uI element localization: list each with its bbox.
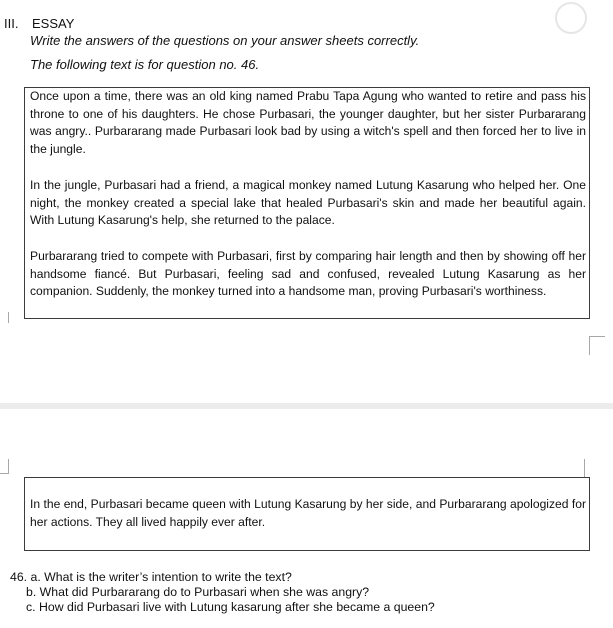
- paragraph-2: [30, 177, 586, 230]
- question-b: b. What did Purbararang do to Purbasari when she was angry?: [26, 585, 370, 599]
- question-list: [10, 570, 435, 615]
- paragraph-1: [30, 88, 586, 158]
- paragraph-1-text: Once upon a time, there was an old king named Prabu Tapa Agung who wanted to retire and pass his throne to one of his daughters. He chose Purbasari, the younger daughter, but her sister Purbararang was angry.. Purbararang made Purbasari look bad by using a witch's spell and then forced her to live in the jungle.: [30, 89, 586, 156]
- paragraph-4: [30, 496, 586, 531]
- page-crop-mark: [0, 459, 9, 474]
- paragraph-2-text: In the jungle, Purbasari had a friend, a magical monkey named Lutung Kasarung who helped her. One night, the monkey created a special lake that healed Purbasari's skin and made her beautiful again. With Lutung Kasarung's help, she returned to the palace.: [30, 178, 586, 228]
- paragraph-4-text: In the end, Purbasari became queen with Lutung Kasarung by her side, and Purbararang apologized for her actions. They all lived happily ever after.: [30, 497, 586, 529]
- paragraph-3-text: Purbararang tried to compete with Purbasari, first by comparing hair length and then by showing off her handsome fiancé. But Purbasari, feeling sad and confused, revealed Lutung Kasarung as her companion. Suddenly, the monkey turned into a handsome man, proving Purbasari's worthiness.: [30, 249, 586, 299]
- question-c: c. How did Purbasari live with Lutung kasarung after she became a queen?: [26, 600, 435, 614]
- paragraph-3: [30, 248, 586, 301]
- instruction-text: Write the answers of the questions on your answer sheets correctly.: [30, 33, 420, 48]
- section-title: ESSAY: [32, 16, 75, 31]
- page-break: [0, 403, 613, 409]
- page-crop-mark: [0, 312, 9, 323]
- question-a: 46. a. What is the writer’s intention to write the text?: [10, 570, 292, 584]
- page-crop-mark: [589, 336, 605, 355]
- page-crop-mark: [584, 459, 605, 477]
- passage-intro: The following text is for question no. 46.: [30, 57, 260, 72]
- circle-mark: [555, 2, 587, 34]
- section-number: III.: [4, 16, 19, 31]
